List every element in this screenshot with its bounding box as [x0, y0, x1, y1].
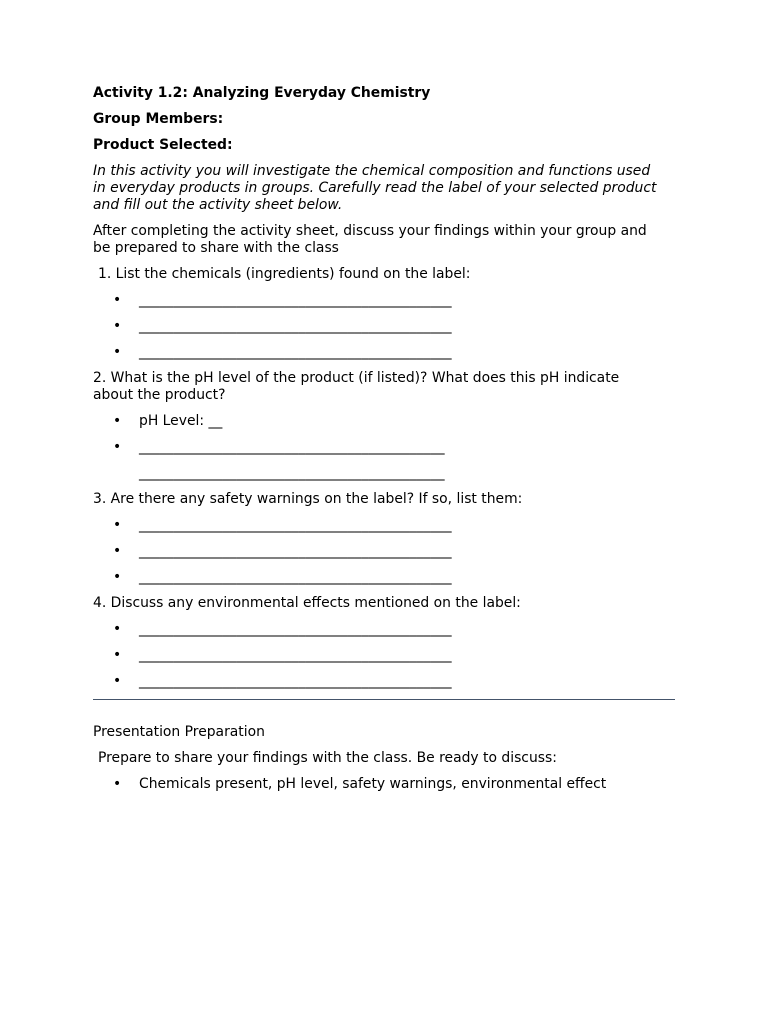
- after-line: be prepared to share with the class: [93, 240, 339, 256]
- bullet-icon: •: [113, 517, 122, 533]
- bullet-icon: •: [113, 292, 122, 308]
- question-4-answers: [93, 621, 678, 690]
- answer-blank[interactable]: • _____________________________________________: [113, 344, 452, 360]
- answer-blank-continued[interactable]: ____________________________________________: [139, 465, 445, 481]
- bullet-icon: •: [113, 439, 122, 455]
- question-3-answers: [93, 517, 678, 586]
- question-1: 1. List the chemicals (ingredients) found on the label:: [98, 266, 471, 282]
- answer-blank[interactable]: • _____________________________________________: [113, 647, 452, 663]
- question-4: 4. Discuss any environmental effects mentioned on the label:: [93, 595, 521, 611]
- question-1-answers: [93, 292, 678, 361]
- question-3: 3. Are there any safety warnings on the label? If so, list them:: [93, 491, 523, 507]
- question-2: 2. What is the pH level of the product (if listed)? What does this pH indicate about the product?: [93, 370, 620, 403]
- bullet-icon: •: [113, 647, 122, 663]
- intro-line: and fill out the activity sheet below.: [93, 197, 343, 213]
- answer-blank[interactable]: • _____________________________________________: [113, 673, 452, 689]
- bullet-icon: •: [113, 776, 122, 792]
- document-body: [93, 85, 678, 802]
- bullet-icon: •: [113, 569, 122, 585]
- question-2-answers: [93, 413, 678, 456]
- answer-blank[interactable]: • _____________________________________________: [113, 621, 452, 637]
- intro-line: In this activity you will investigate the chemical composition and functions used: [93, 163, 651, 179]
- ph-level-field[interactable]: • pH Level: __: [113, 413, 223, 429]
- product-selected-label: Product Selected:: [93, 137, 233, 153]
- presentation-text: Prepare to share your findings with the class. Be ready to discuss:: [98, 750, 557, 766]
- intro-paragraph: [93, 163, 678, 214]
- bullet-icon: •: [113, 413, 122, 429]
- answer-blank[interactable]: • _____________________________________________: [113, 318, 452, 334]
- bullet-icon: •: [113, 621, 122, 637]
- bullet-icon: •: [113, 318, 122, 334]
- answer-blank[interactable]: • _____________________________________________: [113, 292, 452, 308]
- presentation-heading: Presentation Preparation: [93, 724, 265, 740]
- bullet-icon: •: [113, 673, 122, 689]
- bullet-icon: •: [113, 344, 122, 360]
- presentation-bullet: • Chemicals present, pH level, safety warnings, environmental effect: [113, 776, 607, 792]
- after-paragraph: [93, 223, 678, 257]
- answer-blank[interactable]: • _____________________________________________: [113, 543, 452, 559]
- answer-blank[interactable]: • ____________________________________________: [113, 439, 445, 455]
- answer-blank[interactable]: • _____________________________________________: [113, 517, 452, 533]
- intro-line: in everyday products in groups. Carefully read the label of your selected product: [93, 180, 657, 196]
- presentation-list: [93, 776, 678, 793]
- answer-blank[interactable]: • _____________________________________________: [113, 569, 452, 585]
- after-line: After completing the activity sheet, discuss your findings within your group and: [93, 223, 647, 239]
- bullet-icon: •: [113, 543, 122, 559]
- group-members-label: Group Members:: [93, 111, 224, 127]
- activity-title: Activity 1.2: Analyzing Everyday Chemistry: [93, 85, 431, 101]
